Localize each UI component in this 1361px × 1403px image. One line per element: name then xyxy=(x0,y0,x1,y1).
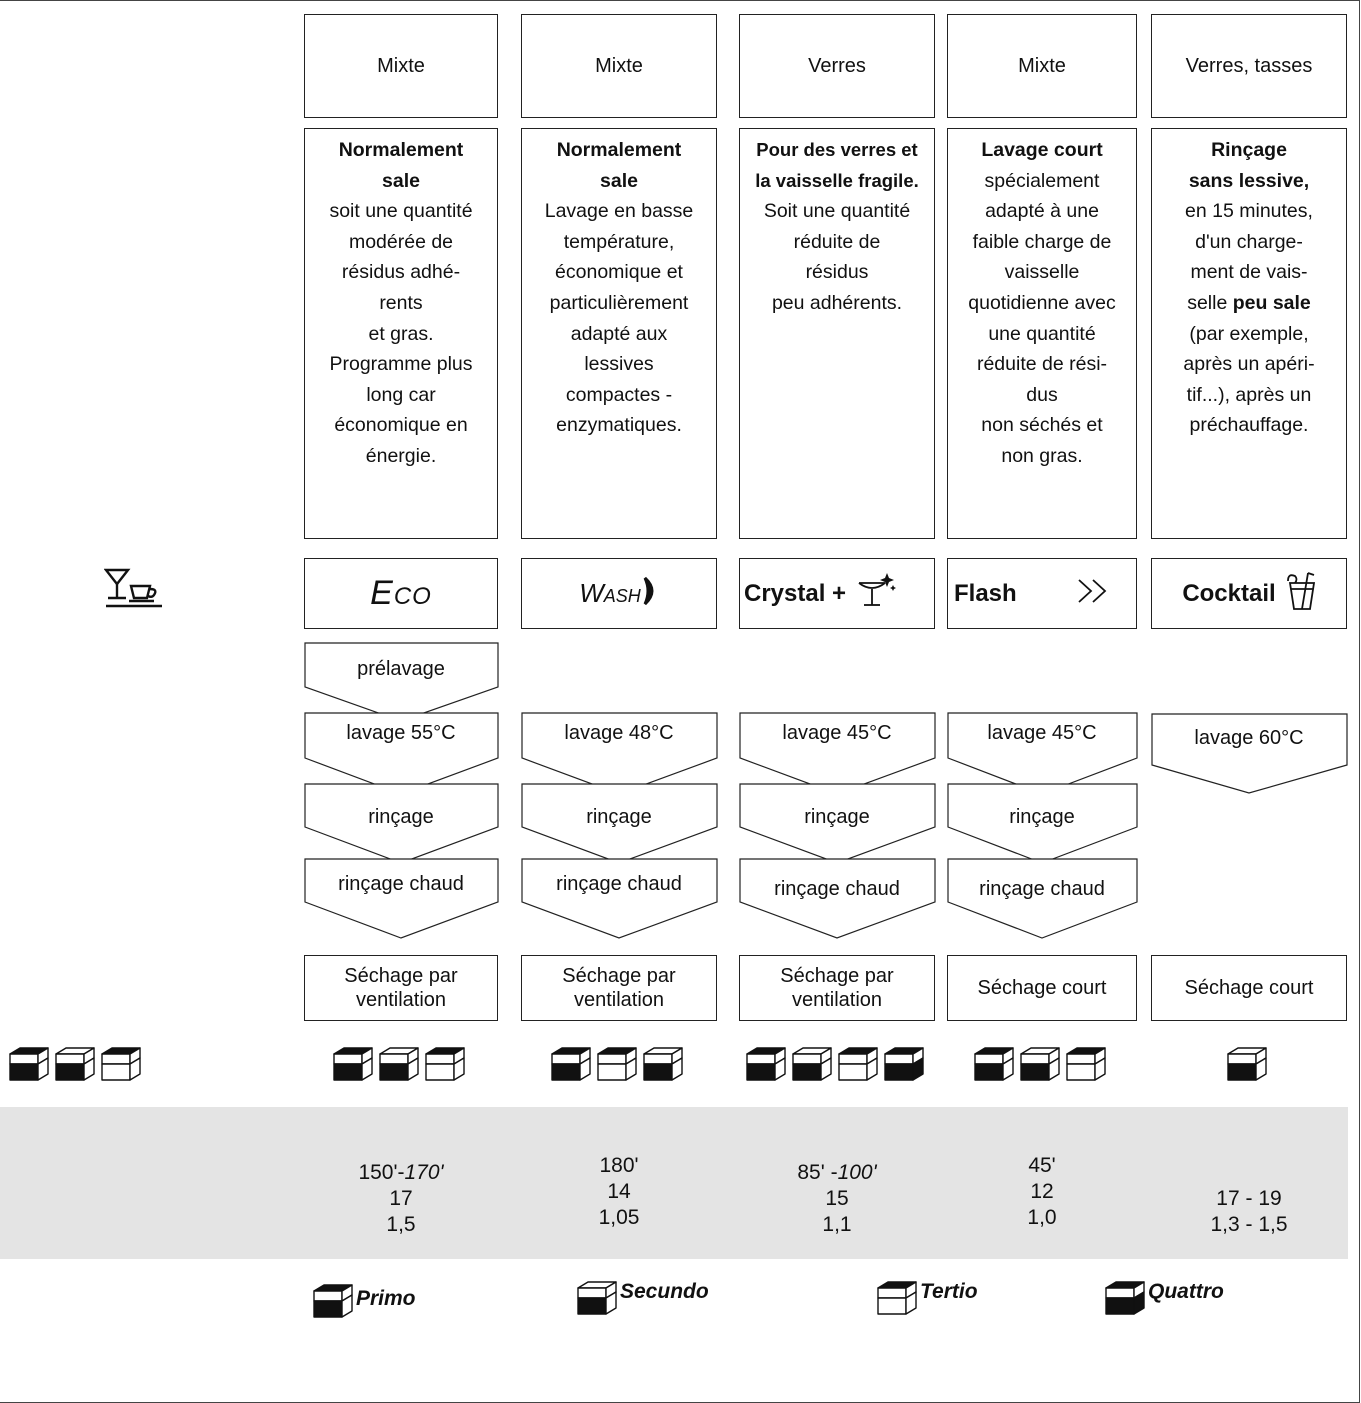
tablet-icon xyxy=(550,1046,592,1082)
energy-consumption: 1,3 - 1,5 xyxy=(1210,1213,1288,1236)
secundo-tablet-icon xyxy=(576,1280,618,1316)
legend-label: Primo xyxy=(356,1287,416,1310)
program-values xyxy=(947,1153,1137,1231)
description-line: (par exemple, xyxy=(1189,322,1309,345)
program-symbol-box xyxy=(947,558,1137,629)
tablet-icon xyxy=(378,1046,420,1082)
description-line: spécialement xyxy=(984,169,1100,192)
duration: 45' xyxy=(1028,1154,1056,1177)
description-line: lessives xyxy=(584,353,654,376)
drying-box: Séchage par ventilation xyxy=(739,955,935,1021)
tablet-icon xyxy=(883,1046,925,1082)
tablet-icon xyxy=(8,1046,50,1082)
drying-box: Séchage court xyxy=(1151,955,1347,1021)
description-line: quotidienne avec xyxy=(968,291,1116,314)
description-line: Normalement xyxy=(556,139,682,161)
description-line: économique en xyxy=(334,414,468,437)
description-line: et gras. xyxy=(368,322,434,345)
description-line: sale xyxy=(382,169,420,192)
legend-label: Secundo xyxy=(620,1280,709,1303)
cocktail-glass-icon xyxy=(1286,571,1316,616)
wash-step xyxy=(1151,713,1349,795)
crockery-icon xyxy=(104,568,166,612)
program-values xyxy=(739,1160,935,1238)
program-symbol-box xyxy=(521,558,717,629)
description-line: Rinçage xyxy=(1211,139,1287,161)
energy-consumption: 1,1 xyxy=(822,1213,852,1236)
description-line: une quantité xyxy=(988,322,1096,345)
hot-rinse-label: rinçage chaud xyxy=(774,878,900,900)
description-line: non gras. xyxy=(1001,444,1083,467)
tablet-icon xyxy=(973,1046,1015,1082)
legend-item xyxy=(876,1280,978,1316)
load-type-box: Verres, tasses xyxy=(1151,14,1347,118)
duration: 150'-170' xyxy=(358,1161,444,1184)
tablet-icon xyxy=(100,1046,142,1082)
tablet-dosage xyxy=(332,1046,466,1082)
program-label xyxy=(579,576,659,611)
duration: 85' -100' xyxy=(797,1161,877,1184)
description-line: réduite de rési- xyxy=(976,353,1108,376)
legend-label: Quattro xyxy=(1148,1280,1224,1303)
hot-rinse-label: rinçage chaud xyxy=(979,878,1105,900)
description-line: en 15 minutes, xyxy=(1185,200,1313,223)
description-line: température, xyxy=(563,230,675,253)
program-label xyxy=(370,574,432,613)
water-consumption: 12 xyxy=(1030,1180,1054,1203)
description-line: Soit une quantité xyxy=(763,200,911,223)
program-name: Wash xyxy=(579,578,641,608)
tablet-icon xyxy=(596,1046,638,1082)
description-line: Lavage court xyxy=(981,139,1103,161)
tablet-icon xyxy=(642,1046,684,1082)
description-line: faible charge de xyxy=(972,230,1112,253)
program-values xyxy=(304,1160,498,1238)
sparkling-glass-icon xyxy=(856,571,896,616)
drying-box: Séchage court xyxy=(947,955,1137,1021)
description-line: adapté aux xyxy=(570,322,668,345)
tertio-tablet-icon xyxy=(876,1280,918,1316)
rinse-label: rinçage xyxy=(586,806,652,828)
energy-consumption: 1,05 xyxy=(598,1206,640,1229)
description-line: Normalement xyxy=(338,139,464,161)
tablet-icon xyxy=(791,1046,833,1082)
wash-label: lavage 60°C xyxy=(1194,727,1304,749)
program-symbol-box xyxy=(304,558,498,629)
description-line: après un apéri- xyxy=(1183,353,1315,376)
water-consumption: 17 xyxy=(389,1187,413,1210)
description-line: peu adhérents. xyxy=(771,291,903,314)
description-line: enzymatiques. xyxy=(556,414,682,437)
drying-box: Séchage par ventilation xyxy=(304,955,498,1021)
program-name: Crystal + xyxy=(744,579,847,607)
description-line: vaisselle xyxy=(1004,261,1080,284)
tablet-dosage xyxy=(1226,1046,1268,1082)
water-consumption: 17 - 19 xyxy=(1216,1187,1282,1210)
prewash-label: prélavage xyxy=(357,658,445,680)
tablet-icon xyxy=(332,1046,374,1082)
description-line: non séchés et xyxy=(981,414,1103,437)
description-line: tif...), après un xyxy=(1186,383,1312,406)
hot-rinse-step xyxy=(304,858,500,940)
tablet-icon xyxy=(1226,1046,1268,1082)
legend-item xyxy=(312,1283,416,1319)
tablet-icon xyxy=(54,1046,96,1082)
load-type-box: Mixte xyxy=(304,14,498,118)
description-line: énergie. xyxy=(365,444,437,467)
description-line: soit une quantité xyxy=(329,200,473,223)
rinse-label: rinçage xyxy=(1009,806,1075,828)
wash-label: lavage 55°C xyxy=(346,722,456,744)
rinse-label: rinçage xyxy=(804,806,870,828)
primo-tablet-icon xyxy=(312,1283,354,1319)
water-consumption: 14 xyxy=(607,1180,631,1203)
description-line: Pour des verres et xyxy=(756,139,918,160)
rinse-label: rinçage xyxy=(368,806,434,828)
program-label xyxy=(744,571,896,616)
tablet-icon xyxy=(745,1046,787,1082)
wash-label: lavage 45°C xyxy=(782,722,892,744)
left-tablet-group xyxy=(8,1046,142,1082)
tablet-dosage xyxy=(973,1046,1107,1082)
description-line: particulièrement xyxy=(549,291,689,314)
program-description xyxy=(1151,128,1347,539)
description-line: résidus adhé- xyxy=(341,261,461,284)
load-type-box: Mixte xyxy=(947,14,1137,118)
tablet-dosage xyxy=(550,1046,684,1082)
description-line: préchauffage. xyxy=(1189,414,1309,437)
program-description xyxy=(521,128,717,539)
description-line: adapté à une xyxy=(985,200,1099,223)
water-consumption: 15 xyxy=(825,1187,849,1210)
description-line: long car xyxy=(366,383,436,406)
tablet-icon xyxy=(1019,1046,1061,1082)
tablet-icon xyxy=(424,1046,466,1082)
program-values xyxy=(1151,1160,1347,1238)
load-type-box: Mixte xyxy=(521,14,717,118)
legend-item xyxy=(576,1280,709,1316)
description-line: sans lessive, xyxy=(1188,169,1310,192)
hot-rinse-label: rinçage chaud xyxy=(338,873,464,895)
load-type-box: Verres xyxy=(739,14,935,118)
quattro-tablet-icon xyxy=(1104,1280,1146,1316)
program-values xyxy=(521,1153,717,1231)
program-name: Eco xyxy=(370,574,432,612)
description-line: économique et xyxy=(555,261,683,284)
description-line: compactes - xyxy=(565,383,673,406)
description-line: d'un charge- xyxy=(1195,230,1303,253)
description-line: modérée de xyxy=(348,230,454,253)
description-line: résidus xyxy=(805,261,869,284)
tablet-icon xyxy=(837,1046,879,1082)
energy-consumption: 1,5 xyxy=(386,1213,416,1236)
program-description xyxy=(739,128,935,539)
hot-rinse-step xyxy=(521,858,719,940)
tablet-icon xyxy=(1065,1046,1107,1082)
description-line: sale xyxy=(600,169,638,192)
description-line: réduite de xyxy=(793,230,881,253)
program-name: Cocktail xyxy=(1182,579,1276,607)
description-line: selle peu sale xyxy=(1187,291,1311,314)
program-symbol-box xyxy=(1151,558,1347,629)
program-name: Flash xyxy=(954,579,1017,607)
description-line: ment de vais- xyxy=(1190,261,1308,284)
wash-label: lavage 48°C xyxy=(564,722,674,744)
hot-rinse-label: rinçage chaud xyxy=(556,873,682,895)
wash-label: lavage 45°C xyxy=(987,722,1097,744)
description-line: dus xyxy=(1026,383,1058,406)
legend-label: Tertio xyxy=(920,1280,978,1303)
program-label xyxy=(1182,571,1315,616)
moon-icon xyxy=(641,576,659,611)
program-label xyxy=(954,578,1111,609)
description-line: Programme plus xyxy=(329,353,473,376)
fast-forward-icon xyxy=(1075,578,1111,609)
drying-box: Séchage par ventilation xyxy=(521,955,717,1021)
program-symbol-box xyxy=(739,558,935,629)
legend-item xyxy=(1104,1280,1224,1316)
description-line: Lavage en basse xyxy=(544,200,694,223)
energy-consumption: 1,0 xyxy=(1027,1206,1057,1229)
duration: 180' xyxy=(599,1154,639,1177)
program-description xyxy=(947,128,1137,539)
tablet-dosage xyxy=(745,1046,925,1082)
description-line: rents xyxy=(379,291,423,314)
description-line: la vaisselle fragile. xyxy=(755,169,919,191)
prewash-step xyxy=(304,642,500,723)
program-description xyxy=(304,128,498,539)
